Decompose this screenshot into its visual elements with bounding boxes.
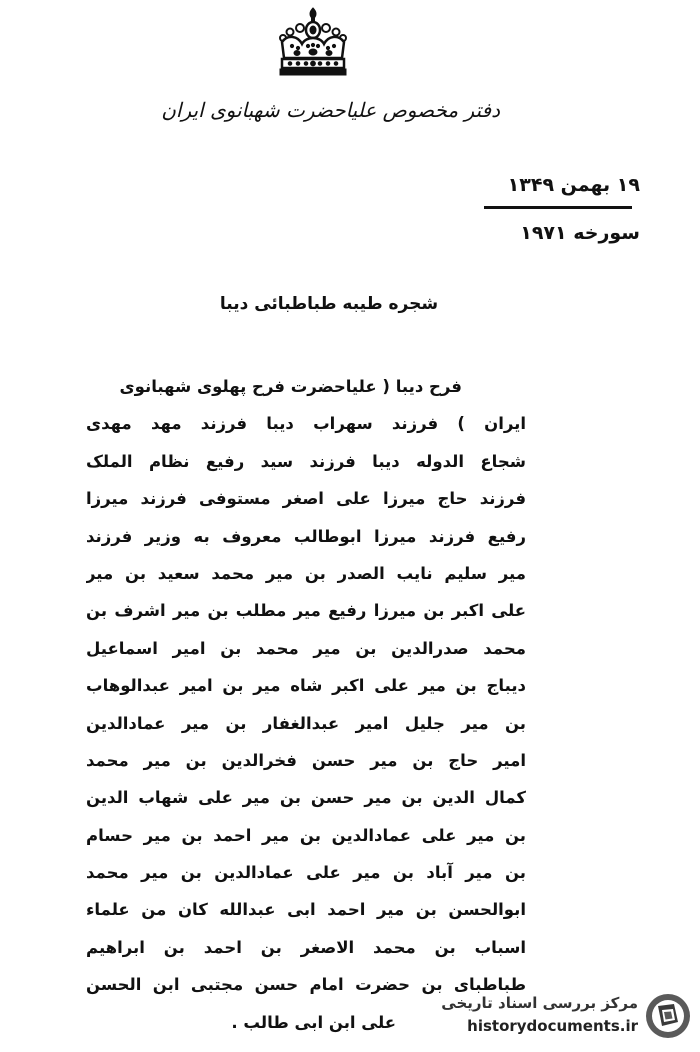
body-line: بن میر آباد بن میر علی عمادالدین بن میر محمد [86,863,526,883]
body-line: دیباج بن میر علی اکبر شاه میر بن امیر عبدالوهاب [86,676,526,696]
watermark [441,986,692,1046]
watermark-text [441,991,638,1041]
body-line: رفیع فرزند میرزا ابوطالب معروف به وزیر فرزند [86,526,526,546]
body-line: ابوالحسن بن میر احمد ابی عبدالله کان من علماء [86,900,526,920]
body-line: بن میر علی عمادالدین بن میر احمد بن میر حسام [86,825,526,845]
watermark-name: مرکز بررسی اسناد تاریخی [441,994,638,1012]
body-line: شجاع الدوله دیبا فرزند سید رفیع نظام الملک [86,451,526,471]
body-line: محمد صدرالدین بن میر محمد بن امیر اسماعیل [86,638,526,658]
body-line: امیر حاج بن میر حسن فخرالدین بن میر محمد [86,750,526,770]
body-line: بن میر جلیل امیر عبدالغفار بن میر عمادالدین [86,713,526,733]
crown-emblem-icon [272,6,354,78]
date-persian: ۱۹ بهمن ۱۳۴۹ [507,174,640,196]
date-gregorian: سورخه ۱۹۷۱ [520,222,640,244]
body-line: فرح دیبا ( علیاحضرت فرح پهلوی شهبانوی [119,377,462,396]
office-heading: دفتر مخصوص علیاحضرت شهبانوی ایران [161,98,500,122]
date-divider [484,206,632,209]
body-line: کمال الدین بن میر حسن بن میر علی شهاب الدین [86,788,526,808]
body-line: طباطبای بن حضرت امام حسن مجتبی ابن الحسن [86,975,526,995]
document-body [86,368,526,1040]
archive-logo-icon [644,992,692,1040]
body-line: علی ابن ابی طالب . [231,1012,396,1032]
body-line: ایران ) فرزند سهراب دیبا فرزند مهد مهدی [86,414,526,434]
body-line: اسباب بن محمد الاصغر بن احمد بن ابراهیم [86,937,526,957]
watermark-url: historydocuments.ir [467,1017,638,1035]
body-line: میر سلیم نایب الصدر بن میر محمد سعید بن میر [86,563,526,583]
document-title: شجره طیبه طباطبائی دیبا [219,294,439,314]
body-line: علی اکبر بن میرزا رفیع میر مطلب بن میر اشرف بن [86,601,526,621]
body-line: فرزند حاج میرزا علی اصغر مستوفی فرزند میرزا [86,489,526,509]
